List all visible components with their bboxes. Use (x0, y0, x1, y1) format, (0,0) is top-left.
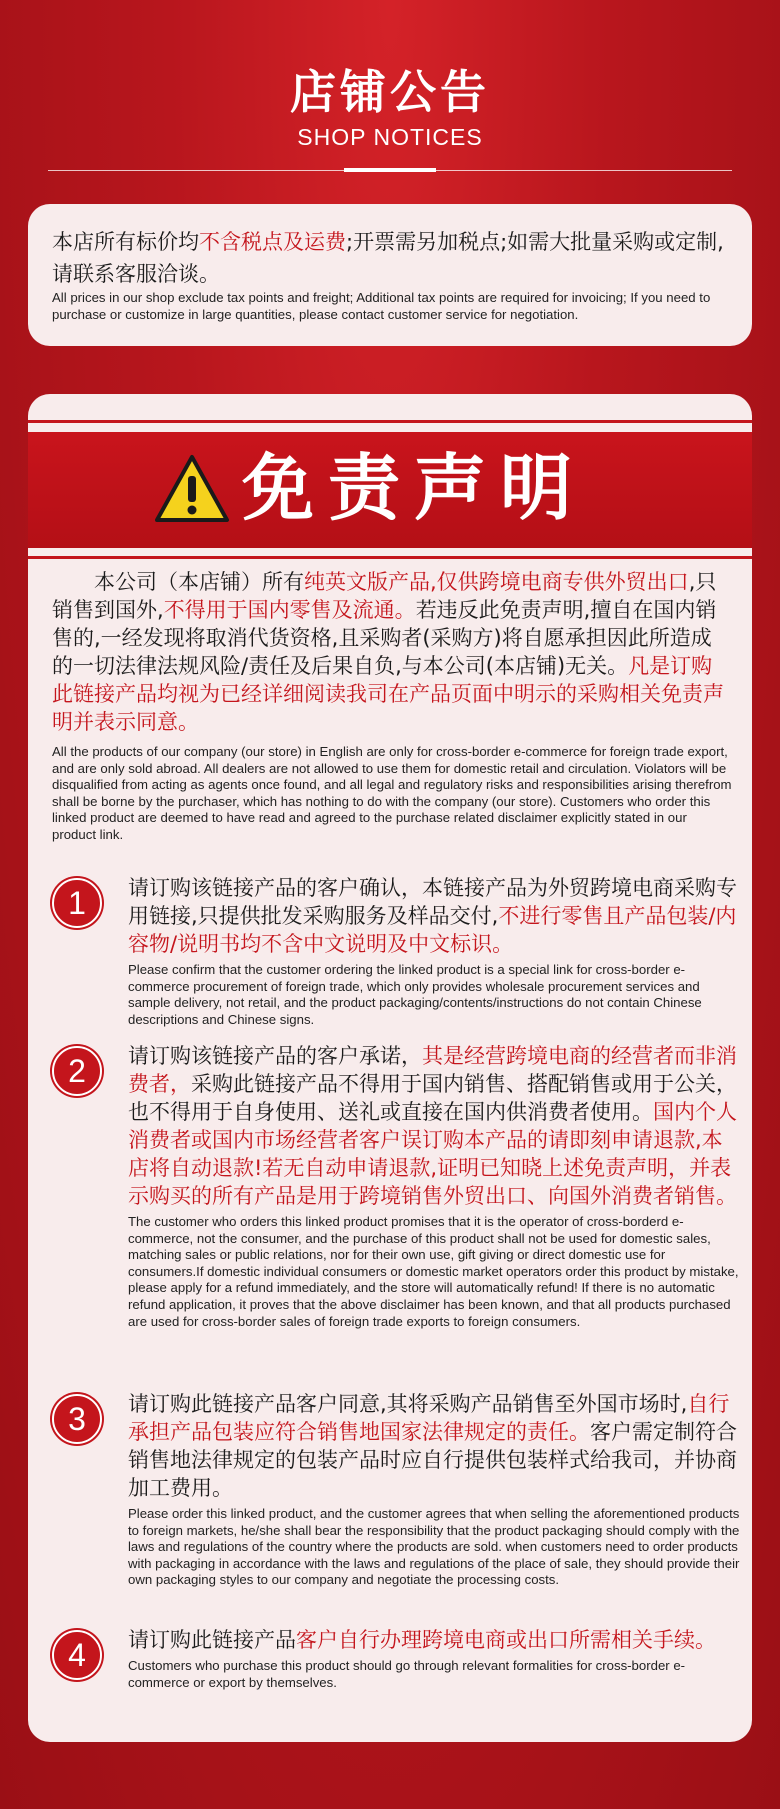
item-body (128, 1390, 742, 1589)
item-seg-red: 国内个人消费者或国内市场经营者客户误订购本产品的请即刻申请退款,本店将自动退款!若无自动申请退款,证明已知晓上述免责声明，并表示购买的所有产品是用于跨境销售外贸出口、向国外消费者销售。 (128, 1100, 737, 1208)
intro-seg-red: 不得用于国内零售及流通。 (163, 598, 416, 622)
item-en: Customers who purchase this product should go through relevant formalities for cross-border e-commerce or export by themselves. (128, 1658, 686, 1690)
item-en: The customer who orders this linked product promises that it is the operator of cross-borderd e-commerce, not the consumer, and the purchase of this product shall not be used for domestic sales, matching sales or public relations, nor for their own use, gift giving or direct domestic use for consumers.If domestic individual consumers or domestic market operators order this product by mistake, please apply for a refund immediately, and the store will automatically refund! If there is no automatic refund application, it proves that the above disclaimer has been known, and that all products purchased are used for cross-border sales of foreign trade exports to foreign consumers. (128, 1214, 739, 1329)
item-en: Please confirm that the customer ordering the linked product is a special link for cross-border e-commerce procurement of foreign trade, which only provides wholesale procurement services and sample delivery, not retail, and the product packaging/contents/instructions do not contain Chinese descriptions and Chinese signs. (128, 962, 702, 1027)
item-seg-red: 不进行零售且产品包装/内容物/说明书均不含中文说明及中文标识。 (128, 904, 737, 956)
disclaimer-intro (52, 568, 732, 844)
disclaimer-card (28, 394, 752, 1742)
notice-en: All prices in our shop exclude tax points and freight; Additional tax points are required for invoicing; If you need to purchase or customize in large quantities, please contact customer service for negotiation. (52, 290, 711, 322)
shop-notice-card (28, 204, 752, 346)
item-number-badge: 3 (52, 1394, 102, 1444)
item-en: Please order this linked product, and the customer agrees that when selling the aforementioned products to foreign markets, he/she shall bear the responsibility that the product packaging should comply with the laws and regulations of the country where the products are sold. when customers need to order products with packaging in accordance with the laws and regulations of the place of sale, they should provide their own packaging styles to our company and negotiate the processing costs. (128, 1506, 740, 1588)
warning-icon (154, 454, 230, 524)
notice-zh-suffix: ;开票需另加税点;如需大批量采购或定制,请联系客服洽谈。 (52, 230, 724, 286)
item-zh (128, 874, 742, 958)
item-number-badge: 1 (52, 878, 102, 928)
item-seg: 采购此链接产品不得用于国内销售、搭配销售或用于公关，也不得用于自身使用、送礼或直接在国内供消费者使用。 (128, 1072, 737, 1124)
intro-zh (52, 568, 732, 736)
item-seg-red: 客户自行办理跨境电商或出口所需相关手续。 (296, 1628, 716, 1652)
intro-seg-red: 凡是订购此链接产品均视为已经详细阅读我司在产品页面中明示的采购相关免责声明并表示同意。 (52, 654, 724, 734)
intro-seg-red: 纯英文版产品,仅供跨境电商专供外贸出口 (304, 570, 689, 594)
page-title: 店铺公告 (290, 65, 490, 119)
item-number-badge: 2 (52, 1046, 102, 1096)
notice-zh-highlight: 不含税点及运费 (199, 230, 346, 254)
item-zh (128, 1390, 742, 1502)
item-seg: 请订购该链接产品的客户确认，本链接产品为外贸跨境电商采购专用链接,只提供批发采购服务及样品交付, (128, 876, 737, 928)
notice-zh (52, 226, 728, 290)
item-number-badge: 4 (52, 1630, 102, 1680)
item-zh (128, 1626, 742, 1654)
item-body (128, 874, 742, 1028)
item-seg-red: 自行承担产品包装应符合销售地国家法律规定的责任。 (128, 1392, 730, 1444)
page-header (0, 64, 780, 151)
item-seg: 客户需定制符合销售地法律规定的包装产品时应自行提供包装样式给我司，并协商加工费用。 (128, 1420, 737, 1500)
notice-zh-prefix: 本店所有标价均 (52, 230, 199, 254)
band-top-line (28, 420, 752, 423)
page-subtitle: SHOP NOTICES (297, 124, 483, 150)
item-seg: 请订购此链接产品客户同意,其将采购产品销售至外国市场时, (128, 1392, 688, 1416)
item-body (128, 1626, 742, 1691)
intro-seg: 若违反此免责声明,擅自在国内销售的,一经发现将取消代货资格,且采购者(采购方)将自愿承担因此所造成的一切法律法规风险/责任及后果自负,与本公司(本店铺)无关。 (52, 598, 717, 678)
item-seg: 请订购该链接产品的客户承诺， (128, 1044, 422, 1068)
item-body (128, 1042, 742, 1330)
item-zh (128, 1042, 742, 1210)
intro-en: All the products of our company (our store) in English are only for cross-border e-commerce for foreign trade export, and are only sold abroad. All dealers are not allowed to use them for domestic retail and circulation. Violators will be disqualified from acting as agents once found, and all legal and regulatory risks and responsibilities arising therefrom shall be borne by the purchaser, which has nothing to do with the company (our store). Customers who order this linked product are deemed to have read and agreed to the purchase related disclaimer explicitly stated in our product link. (52, 744, 732, 842)
band-bottom-line (28, 556, 752, 559)
intro-seg: 本公司（本店铺）所有 (94, 570, 304, 594)
item-seg-red: 其是经营跨境电商的经营者而非消费者， (128, 1044, 737, 1096)
disclaimer-title: 免责声明 (242, 446, 587, 530)
intro-seg: ,只销售到国外, (52, 570, 717, 622)
item-seg: 请订购此链接产品 (128, 1628, 296, 1652)
header-divider-accent (344, 168, 436, 172)
